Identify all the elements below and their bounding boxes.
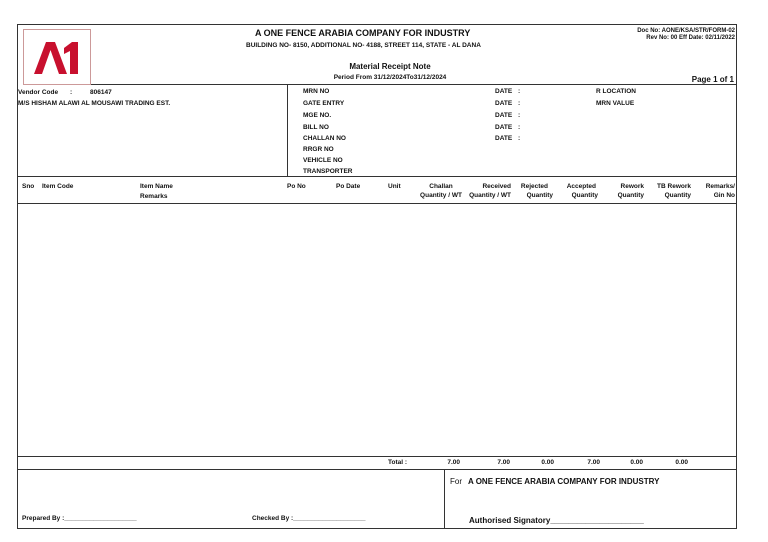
totals-label: Total : (388, 459, 408, 466)
vehicle-no-label: VEHICLE NO (303, 157, 343, 164)
header-divider (91, 84, 737, 85)
total-rejected: 0.00 (541, 459, 554, 466)
col-po-no: Po No (287, 183, 306, 190)
total-tb-rework: 0.00 (675, 459, 688, 466)
company-name: A ONE FENCE ARABIA COMPANY FOR INDUSTRY (255, 28, 471, 38)
mrn-value-label: MRN VALUE (596, 100, 635, 107)
vendor-code-label: Vendor Code (18, 89, 59, 96)
vendor-code-value: 806147 (90, 89, 112, 96)
col-received-sub: Quantity / WT (469, 192, 511, 199)
rrgr-no-label: RRGR NO (303, 146, 334, 153)
revision-number: Rev No: 00 Eff Date: 02/11/2022 (646, 35, 735, 41)
date-label: DATE (495, 112, 513, 119)
authorised-signatory: Authorised Signatory_____________________ (469, 516, 644, 525)
gate-entry-label: GATE ENTRY (303, 100, 345, 107)
vendor-name: M/S HISHAM ALAWI AL MOUSAWI TRADING EST. (18, 100, 171, 107)
col-rework: Rework (620, 183, 644, 190)
col-po-date: Po Date (336, 183, 361, 190)
prepared-by: Prepared By :____________________ (22, 515, 137, 522)
document-title: Material Receipt Note (349, 62, 431, 71)
date-separator: : (518, 135, 521, 142)
col-item-code: Item Code (42, 183, 74, 190)
date-separator: : (518, 124, 521, 131)
col-tb-rework-sub: Quantity (664, 192, 691, 199)
col-tb-rework: TB Rework (657, 183, 691, 190)
date-label: DATE (495, 124, 513, 131)
total-challan: 7.00 (447, 459, 460, 466)
date-label: DATE (495, 100, 513, 107)
date-label: DATE (495, 135, 513, 142)
challan-no-label: CHALLAN NO (303, 135, 346, 142)
period-range: Period From 31/12/2024To31/12/2024 (333, 74, 447, 81)
mge-no-label: MGE NO. (303, 112, 332, 119)
date-label: DATE (495, 88, 513, 95)
col-sno: Sno (22, 183, 35, 190)
checked-by: Checked By :____________________ (252, 515, 366, 522)
page-indicator: Page 1 of 1 (691, 75, 734, 84)
col-remarks: Remarks (140, 193, 168, 200)
col-item-name: Item Name (140, 183, 173, 190)
totals-bottom-line (17, 469, 737, 470)
total-rework: 0.00 (630, 459, 643, 466)
table-top-line (17, 176, 737, 177)
col-accepted: Accepted (566, 183, 596, 190)
col-rework-sub: Quantity (617, 192, 644, 199)
footer-divider (444, 469, 445, 529)
date-separator: : (518, 100, 521, 107)
bill-no-label: BILL NO (303, 124, 329, 131)
table-header-line (17, 203, 737, 204)
col-received: Received (482, 183, 511, 190)
transporter-label: TRANSPORTER (303, 168, 353, 175)
col-rejected-sub: Quantity (526, 192, 553, 199)
col-challan-sub: Quantity / WT (420, 192, 462, 199)
for-label: For (450, 477, 462, 486)
col-gin-no: Gin No (713, 192, 735, 199)
total-received: 7.00 (497, 459, 510, 466)
company-address: BUILDING NO- 8150, ADDITIONAL NO- 4188, STREET 114, STATE - AL DANA (246, 42, 481, 49)
col-rejected: Rejected (520, 183, 548, 190)
company-logo (23, 29, 91, 85)
date-separator: : (518, 88, 521, 95)
date-separator: : (518, 112, 521, 119)
col-challan: Challan (429, 183, 453, 190)
total-accepted: 7.00 (587, 459, 600, 466)
r-location-label: R LOCATION (596, 88, 636, 95)
col-unit: Unit (388, 183, 401, 190)
for-company: A ONE FENCE ARABIA COMPANY FOR INDUSTRY (468, 477, 660, 486)
mrn-no-label: MRN NO (303, 88, 330, 95)
col-accepted-sub: Quantity (571, 192, 598, 199)
totals-top-line (17, 456, 737, 457)
info-block-divider (287, 84, 288, 176)
col-remarks-gin: Remarks/ (705, 183, 735, 190)
vendor-code-separator: : (70, 89, 73, 96)
a1-logo-icon (24, 30, 90, 84)
doc-number: Doc No: AONE/KSA/STR/FORM-02 (637, 28, 735, 34)
